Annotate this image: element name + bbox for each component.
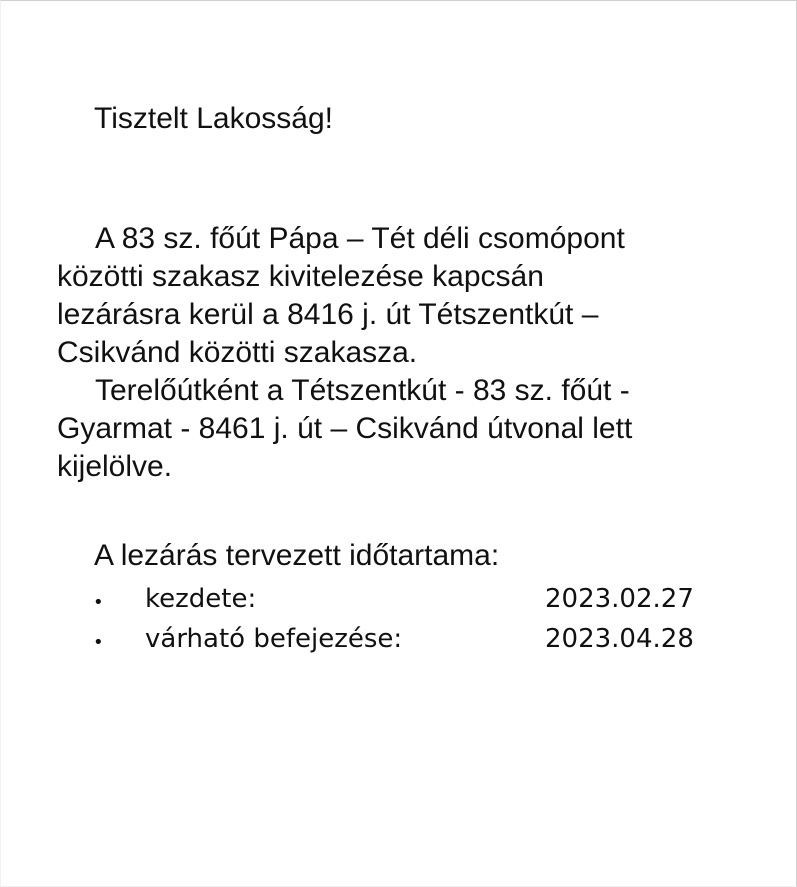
end-label: várható befejezése: [145, 624, 403, 654]
greeting-heading: Tisztelt Lakosság! [94, 102, 333, 135]
notice-line: A 83 sz. főút Pápa – Tét déli csomópont [95, 222, 625, 255]
notice-body [57, 220, 757, 486]
start-label: kezdete: [145, 584, 257, 614]
notice-line: kijelölve. [57, 450, 173, 483]
duration-list [87, 579, 727, 659]
bullet-icon: • [93, 592, 104, 613]
duration-heading: A lezárás tervezett időtartama: [94, 539, 500, 572]
notice-line: Terelőútként a Tétszentkút - 83 sz. főút - [95, 374, 630, 407]
notice-line: lezárásra kerül a 8416 j. út Tétszentkút – [57, 298, 599, 331]
notice-line: Gyarmat - 8461 j. út – Csikvánd útvonal lett [57, 412, 633, 445]
duration-item-start [87, 579, 727, 619]
duration-item-end [87, 619, 727, 659]
notice-line: közötti szakasz kivitelezése kapcsán [57, 260, 544, 293]
notice-line: Csikvánd közötti szakasza. [57, 336, 418, 369]
end-date: 2023.04.28 [545, 624, 694, 654]
start-date: 2023.02.27 [545, 584, 694, 614]
bullet-icon: • [93, 632, 104, 653]
